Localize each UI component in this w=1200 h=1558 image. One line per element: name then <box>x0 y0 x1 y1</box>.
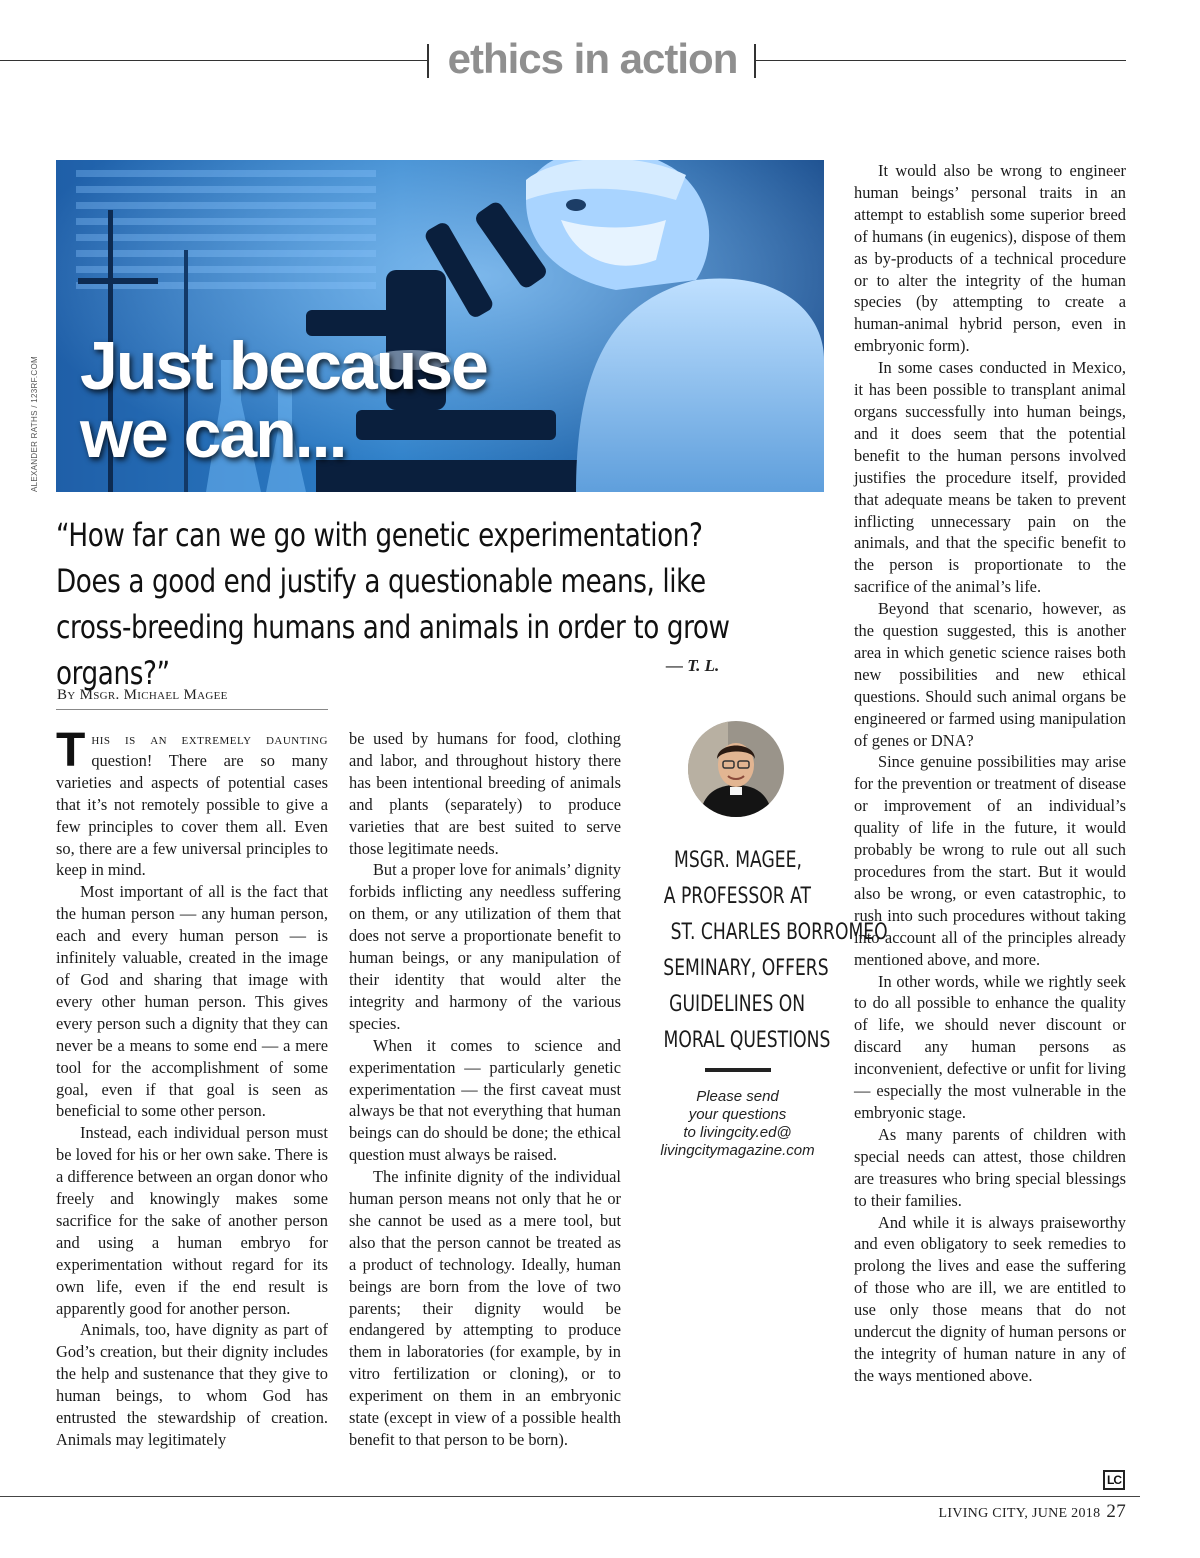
paragraph-13: In other words, while we rightly seek to do all possible to enhance the quality of life, we should never discount or discard any human persons as inconvenient, defective or unfit for living — especially the most vulnerable in the embryonic stage. <box>854 971 1126 1122</box>
headline-line-2: we can... <box>80 396 346 472</box>
bio-line-2: A PROFESSOR AT <box>663 884 812 909</box>
paragraph-3: Instead, each individual person must be loved for his or her own sake. There is a difference between an organ donor who freely and knowingly makes some sacrifice for the sake of another person and using a human embryo for experimentation without regard for its own life, even if the end result is apparently good for another person. <box>56 1123 328 1318</box>
paragraph-5: be used by humans for food, clothing and labor, and throughout history there has been intentional breeding of animals and plants (separately) to produce varieties that are best suited to serve those legitimate needs. <box>349 729 621 858</box>
contact-line-2: your questions <box>688 1106 787 1123</box>
bio-line-3: ST. CHARLES BORROMEO <box>670 920 888 945</box>
drop-cap: T <box>56 724 86 777</box>
question-attribution: — T. L. <box>666 656 720 675</box>
paragraph-15: And while it is always praiseworthy and even obligatory to seek remedies to prolong the lives and ease the suffering of those who are ill, we are entitled to use only those means that do not undercut the dignity of human persons or the integrity of human nature in any of the ways mentioned above. <box>854 1212 1126 1385</box>
bio-rule <box>705 1068 771 1072</box>
article-column-1 <box>56 724 328 1451</box>
paragraph-1 <box>56 724 328 881</box>
contact-note <box>640 1088 835 1160</box>
bio-line-6: MORAL QUESTIONS <box>663 1028 831 1053</box>
contact-line-4: livingcitymagazine.com <box>660 1142 815 1159</box>
reader-question: “How far can we go with genetic experimentation? Does a good end justify a questionable means, like cross-breeding humans and animals in order to grow organs?” <box>56 516 730 692</box>
publication-date: LIVING CITY, JUNE 2018 <box>938 1506 1101 1521</box>
byline-rule <box>56 709 328 710</box>
paragraph-2: Most important of all is the fact that the human person — any human person, each and every human person — is infinitely valuable, created in the image of God and sharing that image with every other human person. This gives every person such a dignity that they can never be a means to some end — a mere tool for the accomplishment of some goal, even if that goal is seen as beneficial to some other person. <box>56 882 328 1121</box>
contact-line-3: to livingcity.ed@ <box>683 1124 792 1141</box>
paragraph-8: The infinite dignity of the individual human person means not only that he or she cannot be used as a mere tool, but also that the person cannot be treated as a product of technology. Ideally, human beings are born from the love of two parents; their dignity would be endangered by attempting to produce them in laboratories (for example, by in vitro fertilization or cloning), or to experiment on them in an embryonic state (except in view of a possible health benefit to that person to be born). <box>349 1167 621 1449</box>
header-tick-right <box>754 44 756 78</box>
bio-line-1: MSGR. MAGEE, <box>673 848 802 873</box>
photo-credit: ALEXANDER RATHS / 123RF.COM <box>30 356 39 492</box>
header-rule-right <box>756 60 1126 61</box>
header-rule-left <box>0 60 428 61</box>
paragraph-6: But a proper love for animals’ dignity forbids inflicting any needless suffering on them, or any utilization of them that does not serve a proportionate benefit to human beings, or any manipulation of their identity that would alter the integrity and harmony of the various species. <box>349 860 621 1033</box>
bio-line-5: GUIDELINES ON <box>669 992 806 1017</box>
article-column-2 <box>349 728 621 1451</box>
section-title: ethics in action <box>447 35 738 82</box>
byline: By Msgr. Michael Magee <box>57 687 228 703</box>
headline <box>80 328 487 472</box>
article-column-4 <box>854 160 1126 1387</box>
hero-image <box>56 160 824 492</box>
paragraph-4: Animals, too, have dignity as part of God’s creation, but their dignity includes the help and sustenance that they give to human beings, to whom God has entrusted the stewardship of creation. Animals may legitimately <box>56 1320 328 1449</box>
author-bio <box>640 843 888 1059</box>
bio-line-4: SEMINARY, OFFERS <box>663 956 829 981</box>
page-footer <box>939 1501 1127 1523</box>
paragraph-7: When it comes to science and experimentation — particularly genetic experimentation — the first caveat must always be that not everything that human beings can do should be done; the ethical question must always be raised. <box>349 1035 621 1165</box>
page-number: 27 <box>1106 1501 1126 1522</box>
paragraph-14: As many parents of children with special needs can attest, those children are treasures who bring special blessings to their families. <box>854 1124 1126 1210</box>
header-tick-left <box>427 44 429 78</box>
paragraph-11: Beyond that scenario, however, as the question suggested, this is another area in which genetic science raises both new possibilities and new ethical questions. Should such animal organs be engineered or farmed using manipulation of genes or DNA? <box>854 599 1126 750</box>
headline-line-1: Just because <box>80 328 487 404</box>
contact-line-1: Please send <box>696 1088 779 1105</box>
lead-text: question! There are so many varieties and aspects of potential cases that it’s not remotely possible to give a few principles to cover them all. Even so, there are a few universal principles to keep in mind. <box>56 750 328 880</box>
paragraph-10: In some cases conducted in Mexico, it has been possible to transplant animal organs successfully into human beings, and it does seem that the potential benefit to the human persons involved justifies the procedure itself, provided that adequate means be taken to prevent inflicting unnecessary pain on the animals, and that the specific benefit to the person is proportionate to the sacrifice of the animal’s life. <box>854 358 1126 597</box>
footer-rule <box>0 1496 1140 1497</box>
lead-in: his is an extremely daunting <box>91 729 328 748</box>
author-photo <box>688 721 784 817</box>
paragraph-9: It would also be wrong to engineer human beings’ personal traits in an attempt to establish some superior breed of humans (in eugenics), dispose of them as by-products of a technical procedure or to alter the integrity of the human species (by attempting to create a human-animal hybrid person, even in embryonic form). <box>854 161 1126 356</box>
paragraph-12: Since genuine possibilities may arise for the prevention or treatment of disease or improvement of an individual’s quality of life in the future, it would probably be wrong to rule out all such procedures from the start. But it would also be wrong, or even catastrophic, to rush into such procedures without taking into account all of the principles already mentioned above, and more. <box>854 752 1126 969</box>
end-mark-logo: LC <box>1103 1470 1125 1490</box>
